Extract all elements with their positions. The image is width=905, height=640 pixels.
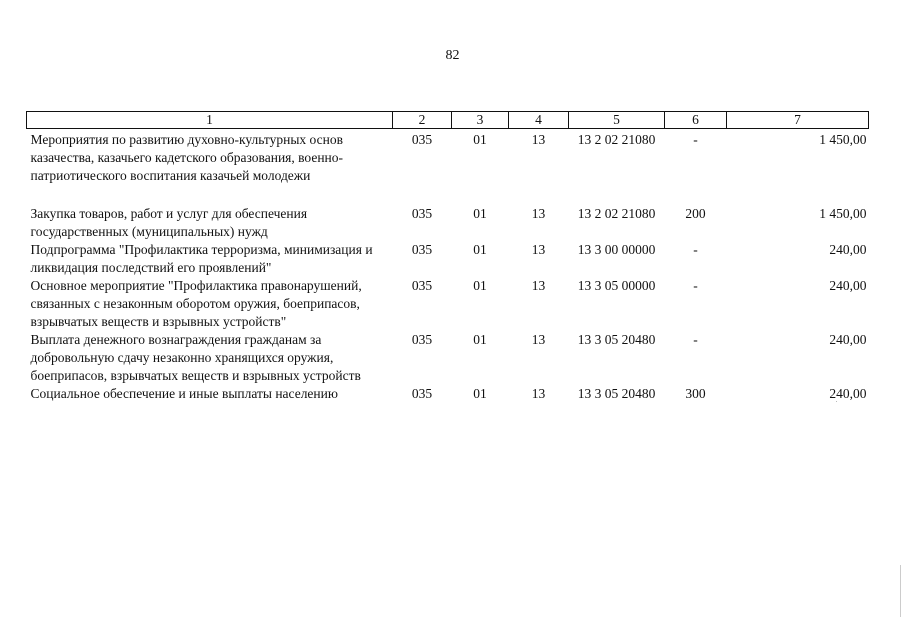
row-name: Социальное обеспечение и иные выплаты населению bbox=[30, 386, 338, 401]
row-col-6: - bbox=[693, 278, 698, 293]
row-col-7: 240,00 bbox=[829, 242, 867, 257]
header-col-2: 2 bbox=[393, 112, 452, 129]
row-col-4: 13 bbox=[531, 132, 546, 147]
row-col-5: 13 3 05 20480 bbox=[577, 332, 656, 347]
row-col-2: 035 bbox=[411, 132, 433, 147]
row-col-5: 13 3 05 00000 bbox=[577, 278, 656, 293]
page-number: 82 bbox=[445, 48, 460, 63]
row-col-3: 01 bbox=[473, 278, 487, 293]
table-body bbox=[27, 129, 869, 404]
row-col-6: - bbox=[693, 242, 698, 257]
row-col-7: 1 450,00 bbox=[819, 132, 867, 147]
row-col-5: 13 2 02 21080 bbox=[577, 206, 656, 221]
row-col-7: 240,00 bbox=[829, 332, 867, 347]
row-col-3: 01 bbox=[473, 242, 487, 257]
row-name: Подпрограмма "Профилактика терроризма, минимизация и ликвидация последствий его проявлений" bbox=[30, 242, 373, 275]
row-col-2: 035 bbox=[411, 206, 433, 221]
row-col-6: - bbox=[693, 332, 698, 347]
row-col-4: 13 bbox=[531, 332, 546, 347]
row-name: Мероприятия по развитию духовно-культурных основ казачества, казачьего кадетского образования, военно-патриотического воспитания казачьей молодежи bbox=[30, 132, 344, 183]
table-row bbox=[27, 277, 869, 331]
header-col-6: 6 bbox=[665, 112, 727, 129]
row-col-5: 13 2 02 21080 bbox=[577, 132, 656, 147]
budget-table bbox=[26, 111, 869, 403]
row-col-4: 13 bbox=[531, 206, 546, 221]
row-col-5: 13 3 00 00000 bbox=[577, 242, 656, 257]
header-col-4: 4 bbox=[509, 112, 569, 129]
table-row bbox=[27, 205, 869, 241]
row-col-4: 13 bbox=[531, 242, 546, 257]
header-col-7: 7 bbox=[727, 112, 869, 129]
table-row bbox=[27, 385, 869, 403]
table-row bbox=[27, 129, 869, 206]
row-col-2: 035 bbox=[411, 278, 433, 293]
row-name: Выплата денежного вознаграждения гражданам за добровольную сдачу незаконно хранящихся оружия, боеприпасов, взрывчатых веществ и взрывных устройств bbox=[30, 332, 361, 383]
row-col-7: 240,00 bbox=[829, 386, 867, 401]
row-name: Основное мероприятие "Профилактика правонарушений, связанных с незаконным оборотом оружия, боеприпасов, взрывчатых веществ и взрывных устройств" bbox=[30, 278, 362, 329]
header-col-1: 1 bbox=[27, 112, 393, 129]
row-col-6: 200 bbox=[685, 206, 706, 221]
row-col-4: 13 bbox=[531, 278, 546, 293]
row-col-2: 035 bbox=[411, 242, 433, 257]
table-row bbox=[27, 331, 869, 385]
row-name: Закупка товаров, работ и услуг для обеспечения государственных (муниципальных) нужд bbox=[30, 206, 308, 239]
row-col-5: 13 3 05 20480 bbox=[577, 386, 656, 401]
row-col-7: 1 450,00 bbox=[819, 206, 867, 221]
row-col-6: 300 bbox=[685, 386, 706, 401]
row-col-7: 240,00 bbox=[829, 278, 867, 293]
row-col-4: 13 bbox=[531, 386, 546, 401]
header-col-3: 3 bbox=[452, 112, 509, 129]
scan-speck bbox=[836, 401, 837, 402]
row-col-2: 035 bbox=[411, 332, 433, 347]
row-col-3: 01 bbox=[473, 386, 487, 401]
row-col-3: 01 bbox=[473, 132, 487, 147]
scan-edge-mark bbox=[900, 565, 901, 617]
table-header bbox=[27, 112, 869, 129]
table-row bbox=[27, 241, 869, 277]
row-col-3: 01 bbox=[473, 332, 487, 347]
row-col-6: - bbox=[693, 132, 698, 147]
row-col-3: 01 bbox=[473, 206, 487, 221]
header-col-5: 5 bbox=[569, 112, 665, 129]
row-col-2: 035 bbox=[411, 386, 433, 401]
header-row bbox=[27, 112, 869, 129]
